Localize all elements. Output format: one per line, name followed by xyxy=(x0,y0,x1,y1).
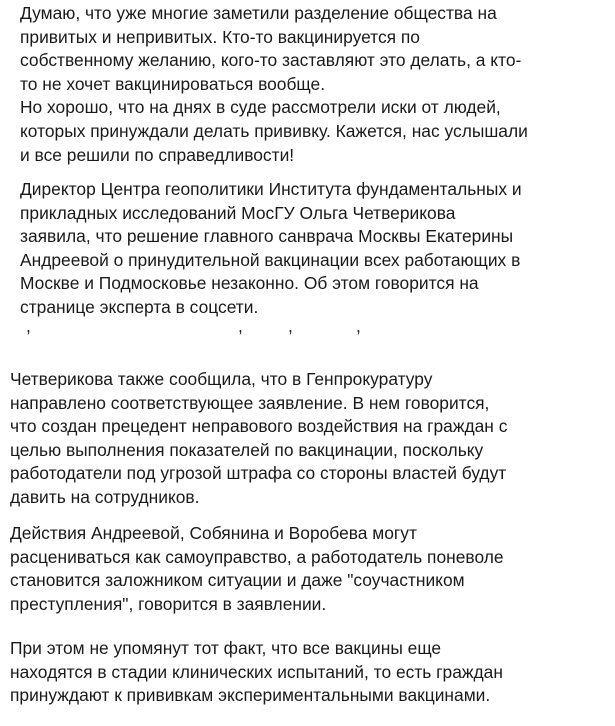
text-line: При этом не упомянут тот факт, что все вакцины еще xyxy=(10,638,442,658)
text-line: и все решили по справедливости! xyxy=(20,144,295,165)
text-line: преступления", говорится в заявлении. xyxy=(10,593,327,614)
text-line: привитых и непривитых. Кто-то вакцинируется по xyxy=(20,26,420,47)
text-line: Москве и Подмосковье незаконно. Об этом говорится на xyxy=(20,273,479,294)
text-line: заявила, что решение главного санврача Москвы Екатерины xyxy=(20,226,514,247)
text-line: собственному желанию, кого-то заставляют это делать, а кто- xyxy=(20,50,522,71)
text-line: странице эксперта в соцсети. xyxy=(20,296,259,317)
text-line: расцениваться как самоуправство, а работодатель поневоле xyxy=(10,546,504,567)
text-line: находятся в стадии клинических испытаний, то есть граждан xyxy=(10,661,503,682)
cropped-text-line: , , , , xyxy=(26,316,361,336)
text-line: давить на сотрудников. xyxy=(10,486,200,507)
text-line: Директор Центра геополитики Института фундаментальных и xyxy=(20,179,522,199)
text-line: Андреевой о принудительной вакцинации всех работающих в xyxy=(20,249,521,270)
text-line: что создан прецедент неправового воздействия на граждан с xyxy=(10,416,508,437)
paragraph-actions xyxy=(10,522,605,616)
paragraph-intro xyxy=(20,2,605,167)
paragraph-director-statement xyxy=(20,178,605,320)
text-line: Думаю, что уже многие заметили разделение общества на xyxy=(20,3,497,23)
text-line: то не хочет вакцинироваться вообще. xyxy=(20,73,326,94)
text-line: которых принуждали делать прививку. Кажется, нас услышали xyxy=(20,120,528,141)
text-line: направлено соответствующее заявление. В нем говорится, xyxy=(10,392,490,413)
text-line: Четверикова также сообщила, что в Генпрокуратуру xyxy=(10,369,433,389)
text-line: целью выполнения показателей по вакцинации, поскольку xyxy=(10,439,484,460)
text-line: прикладных исследований МосГУ Ольга Четверикова xyxy=(20,202,456,223)
paragraph-prosecutor-appeal xyxy=(10,368,605,510)
text-line: работодатели под угрозой штрафа со стороны властей будут xyxy=(10,463,507,484)
text-line: становится заложником ситуации и даже "соучастником xyxy=(10,570,465,591)
text-line: принуждают к прививкам экспериментальными вакцинами. xyxy=(10,685,491,706)
paragraph-vaccine-trials xyxy=(10,637,605,708)
text-line: Но хорошо, что на днях в суде рассмотрели иски от людей, xyxy=(20,97,501,118)
text-line: Действия Андреевой, Собянина и Воробева могут xyxy=(10,523,417,543)
